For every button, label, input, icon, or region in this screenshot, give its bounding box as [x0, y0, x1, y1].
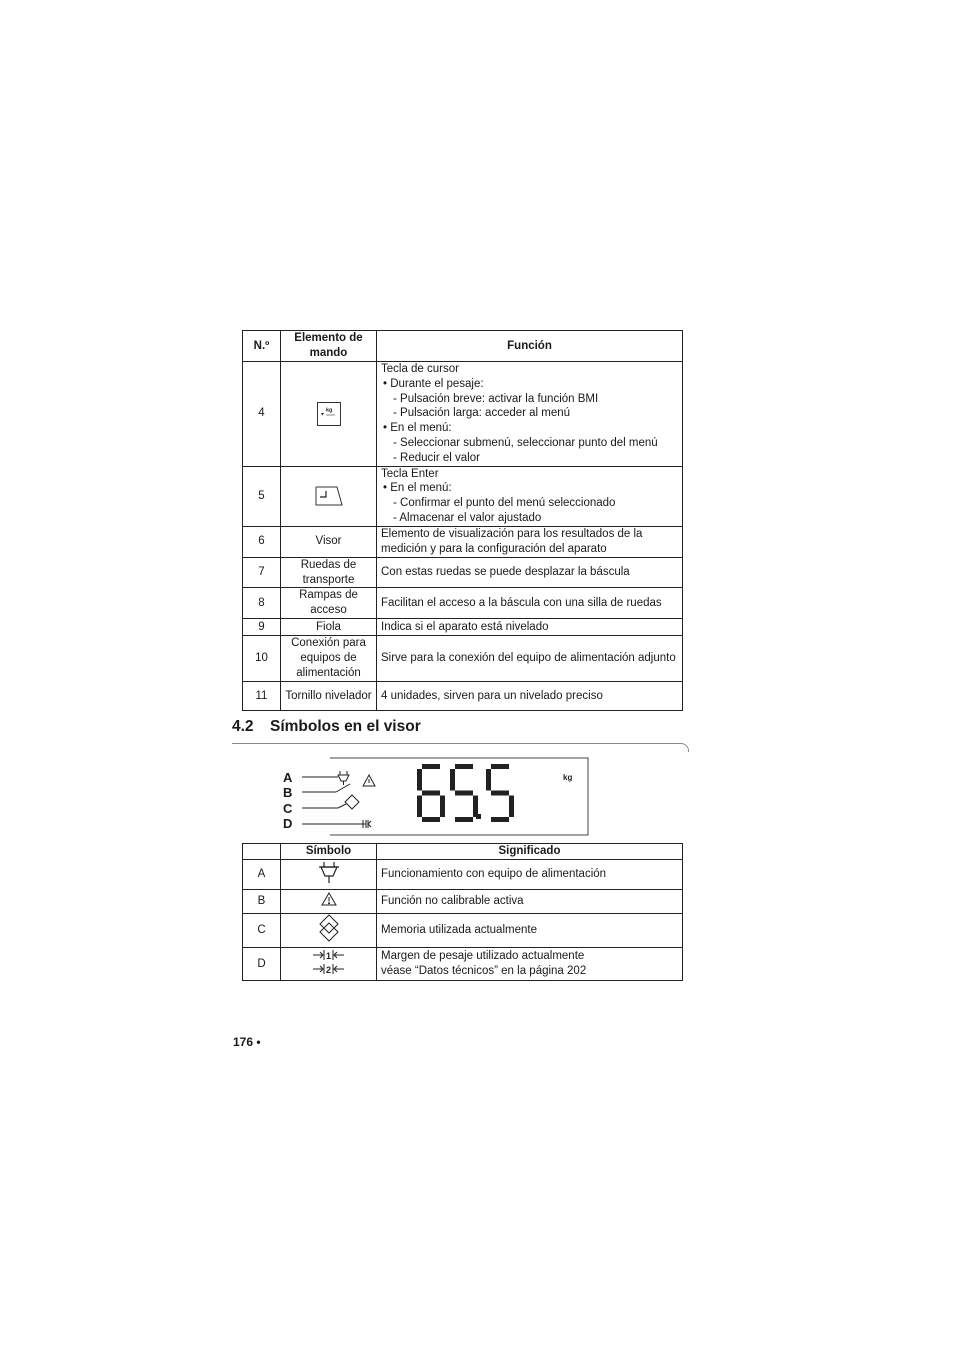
lcd-segment: [422, 817, 440, 822]
function-line: - Pulsación breve: activar la función BMI: [393, 392, 599, 405]
header-number: N.º: [243, 331, 281, 362]
lcd-segment: [450, 769, 455, 791]
element-cell: [281, 362, 377, 467]
meaning-line: Margen de pesaje utilizado actualmente: [381, 950, 585, 963]
section-heading: [232, 718, 421, 736]
function-line: - Almacenar el valor ajustado: [393, 511, 542, 524]
row-letter: A: [243, 859, 281, 889]
cursor-key-icon: [317, 402, 341, 426]
function-text: Elemento de visualización para los resultados de la medición y para la configuración del aparato: [377, 526, 683, 557]
function-text: Sirve para la conexión del equipo de alimentación adjunto: [377, 635, 683, 681]
table-row: [243, 557, 683, 588]
section-divider: [232, 743, 680, 744]
row-letter: B: [243, 889, 281, 913]
page-number: 176 •: [233, 1035, 261, 1049]
table-row: [243, 947, 683, 981]
meaning-text: Funcionamiento con equipo de alimentación: [377, 859, 683, 889]
figure-label-a: A: [283, 770, 293, 785]
function-text: 4 unidades, sirven para un nivelado preciso: [377, 681, 683, 710]
lcd-segment: [473, 796, 478, 818]
range-label-2: 2: [325, 964, 331, 975]
lcd-segment: [491, 817, 509, 822]
header-function: Función: [377, 331, 683, 362]
table-row: [243, 588, 683, 619]
row-number: 7: [243, 557, 281, 588]
lcd-decimal-point: [476, 814, 481, 819]
function-line: • En el menú:: [383, 482, 452, 495]
figure-label-c: C: [283, 801, 293, 816]
lcd-segment: [455, 817, 473, 822]
lcd-segment: [455, 764, 473, 769]
function-line: - Confirmar el punto del menú seleccionado: [393, 497, 616, 510]
function-text: Indica si el aparato está nivelado: [377, 618, 683, 635]
lcd-segment: [417, 769, 422, 791]
figure-label-b: B: [283, 785, 293, 800]
section-divider-corner: [680, 743, 689, 752]
meaning-text: Memoria utilizada actualmente: [377, 913, 683, 947]
header-meaning: Significado: [377, 844, 683, 860]
function-line: • Durante el pesaje:: [383, 377, 484, 390]
element-cell: [281, 466, 377, 526]
lcd-segment: [491, 764, 509, 769]
header-symbol: Símbolo: [281, 844, 377, 860]
lcd-segment: [422, 764, 440, 769]
section-title: Símbolos en el visor: [270, 718, 421, 735]
table-row: [243, 526, 683, 557]
function-text: Con estas ruedas se puede desplazar la báscula: [377, 557, 683, 588]
row-number: 6: [243, 526, 281, 557]
symbol-cell: [281, 889, 377, 913]
function-line: Tecla de cursor: [381, 363, 459, 375]
function-line: - Reducir el valor: [393, 451, 480, 464]
table-header-row: [243, 331, 683, 362]
lcd-segment: [491, 791, 509, 796]
memory-diamond-icon: [345, 795, 359, 809]
meaning-cell: [377, 947, 683, 981]
display-figure: [280, 756, 592, 836]
function-line: - Seleccionar submenú, seleccionar punto del menú: [393, 436, 658, 449]
table-row: [243, 635, 683, 681]
table-row: [243, 889, 683, 913]
table-header-row: [243, 844, 683, 860]
figure-label-d: D: [283, 816, 293, 831]
function-line: • En el menú:: [383, 422, 452, 435]
row-letter: D: [243, 947, 281, 981]
display-drawing: [280, 756, 592, 836]
row-number: 9: [243, 618, 281, 635]
element-name: Ruedas de transporte: [281, 557, 377, 588]
controls-table: [242, 330, 683, 711]
row-number: 10: [243, 635, 281, 681]
element-name: Visor: [281, 526, 377, 557]
meaning-line: véase “Datos técnicos” en la página 202: [381, 964, 587, 977]
lcd-unit: kg: [563, 773, 573, 782]
function-cell: [377, 362, 683, 467]
weighing-range-icon: [358, 820, 371, 828]
memory-diamond-icon: [316, 914, 342, 942]
function-line: - Pulsación larga: acceder al menú: [393, 407, 571, 420]
warning-triangle-icon: [321, 892, 337, 906]
symbol-cell: [281, 913, 377, 947]
lcd-segment: [509, 796, 514, 818]
table-row: [243, 362, 683, 467]
lcd-segment: [455, 791, 473, 796]
symbol-cell: [281, 859, 377, 889]
element-name: Fiola: [281, 618, 377, 635]
lcd-digits: [417, 764, 514, 822]
element-name: Tornillo nivelador: [281, 681, 377, 710]
row-number: 11: [243, 681, 281, 710]
table-row: [243, 618, 683, 635]
function-text: Facilitan el acceso a la báscula con una silla de ruedas: [377, 588, 683, 619]
weighing-range-icon: [312, 948, 346, 976]
warning-triangle-icon: [363, 775, 375, 786]
lcd-segment: [486, 769, 491, 791]
plug-icon: [338, 771, 349, 785]
lcd-segment: [440, 796, 445, 818]
header-element: Elemento de mando: [281, 331, 377, 362]
lcd-segment: [417, 796, 422, 818]
cursor-key-text: kg: [325, 407, 332, 414]
row-letter: C: [243, 913, 281, 947]
enter-key-icon: [315, 486, 343, 506]
table-row: [243, 681, 683, 710]
row-number: 8: [243, 588, 281, 619]
range-label-1: 1: [325, 950, 331, 961]
meaning-text: Función no calibrable activa: [377, 889, 683, 913]
element-name: Rampas de acceso: [281, 588, 377, 619]
element-name: Conexión para equipos de alimentación: [281, 635, 377, 681]
lcd-segment: [422, 791, 440, 796]
table-row: [243, 859, 683, 889]
row-number: 5: [243, 466, 281, 526]
plug-icon: [318, 860, 340, 884]
function-line: Tecla Enter: [381, 467, 439, 480]
table-row: [243, 913, 683, 947]
symbol-cell: [281, 947, 377, 981]
function-cell: [377, 466, 683, 526]
symbols-table: [242, 843, 683, 981]
header-letter: [243, 844, 281, 860]
row-number: 4: [243, 362, 281, 467]
table-row: [243, 466, 683, 526]
section-number: 4.2: [232, 718, 254, 735]
